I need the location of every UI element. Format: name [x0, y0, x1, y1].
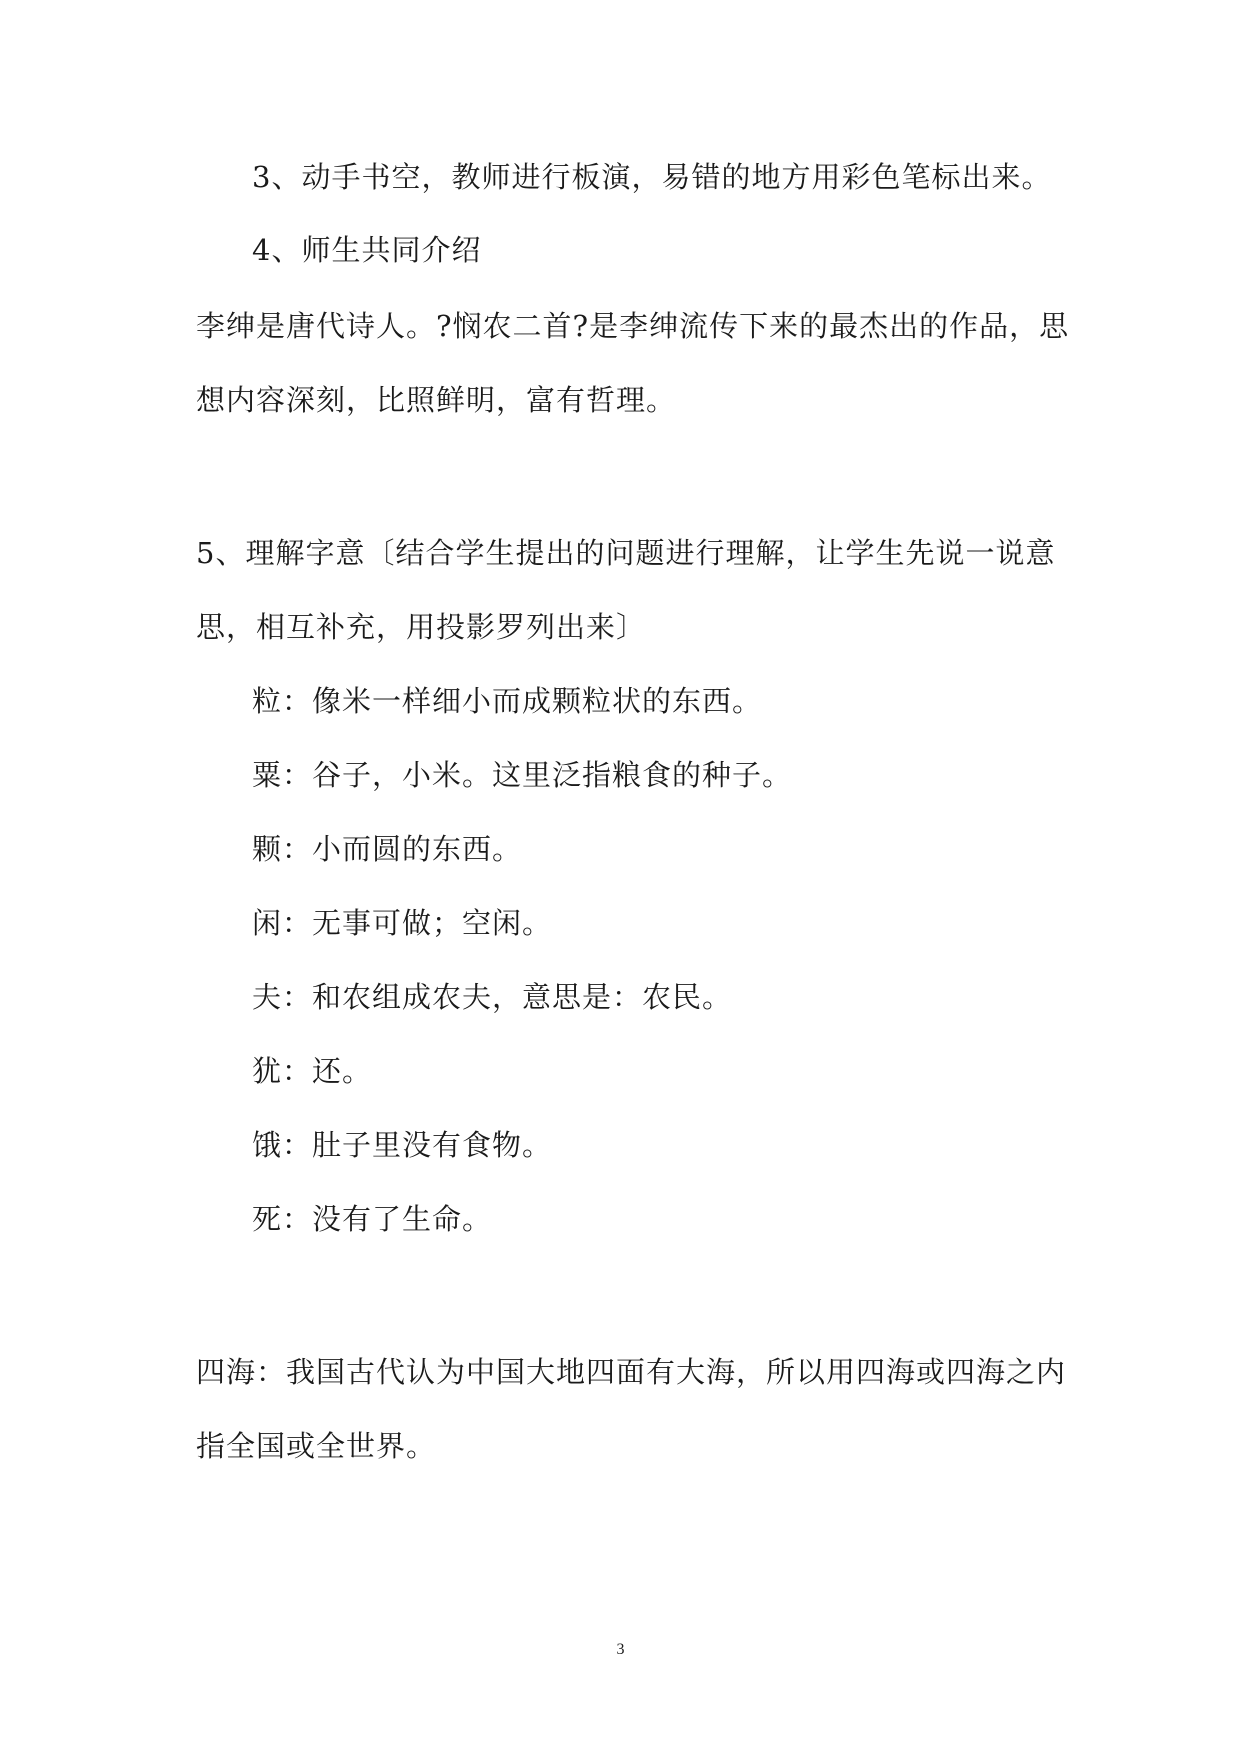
- paragraph-sihai: 四海：我国古代认为中国大地四面有大海，所以用四海或四海之内: [196, 1355, 1067, 1389]
- definition-item: 饿：肚子里没有食物。: [252, 1128, 553, 1162]
- definition-item: 闲：无事可做；空闲。: [252, 906, 553, 940]
- paragraph-step-5: 5、理解字意〔结合学生提出的问题进行理解，让学生先说一说意: [196, 536, 1056, 570]
- definition-item: 死：没有了生命。: [252, 1202, 493, 1236]
- paragraph-sihai-cont: 指全国或全世界。: [196, 1429, 437, 1463]
- paragraph-author-intro: 李绅是唐代诗人。?悯农二首?是李绅流传下来的最杰出的作品，思: [196, 309, 1070, 343]
- paragraph-step-5-cont: 思，相互补充，用投影罗列出来〕: [196, 610, 647, 644]
- paragraph-step-4: 4、师生共同介绍: [252, 233, 482, 267]
- definition-item: 粟：谷子，小米。这里泛指粮食的种子。: [252, 758, 793, 792]
- paragraph-author-intro-cont: 想内容深刻，比照鲜明，富有哲理。: [196, 383, 677, 417]
- definition-item: 犹：还。: [252, 1054, 373, 1088]
- definition-item: 夫：和农组成农夫，意思是：农民。: [252, 980, 733, 1014]
- definition-item: 粒：像米一样细小而成颗粒状的东西。: [252, 684, 763, 718]
- definition-item: 颗：小而圆的东西。: [252, 832, 523, 866]
- paragraph-step-3: 3、动手书空，教师进行板演，易错的地方用彩色笔标出来。: [252, 160, 1052, 194]
- page-number: 3: [616, 1641, 625, 1658]
